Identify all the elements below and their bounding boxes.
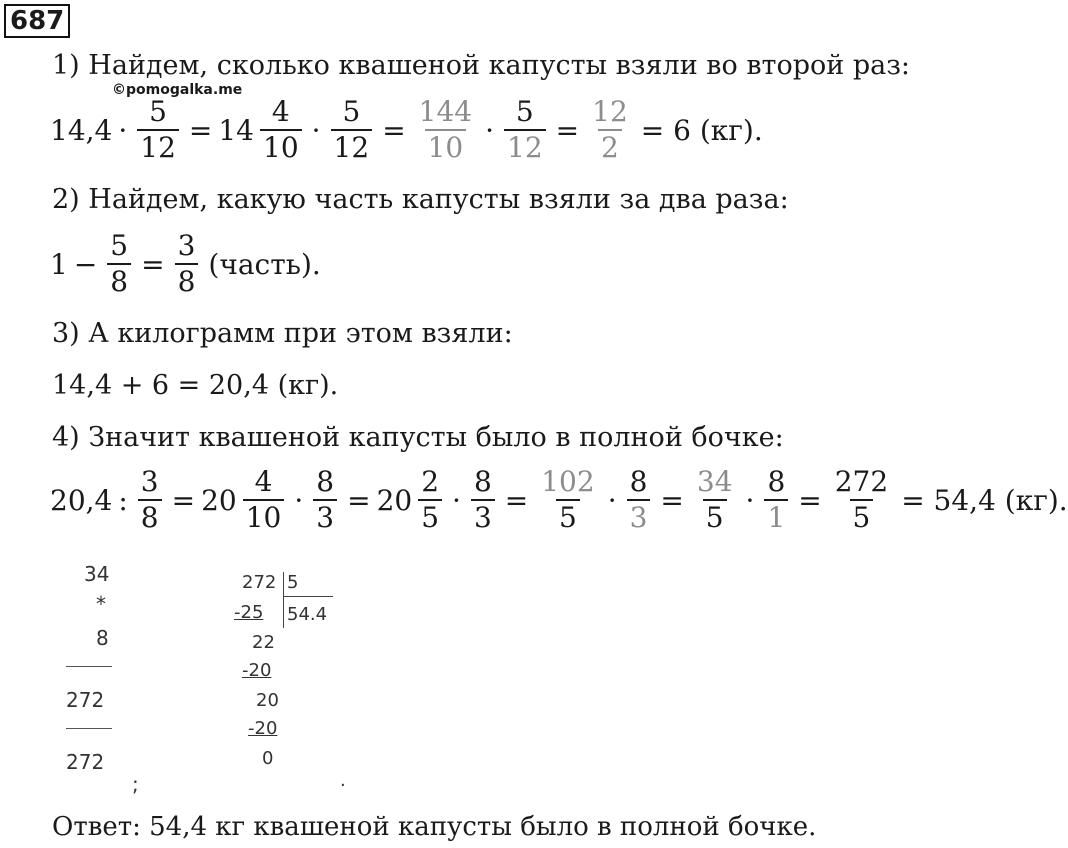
step-3-text: 3) А килограмм при этом взяли: xyxy=(52,318,513,349)
division-subtract-2: -20 xyxy=(242,660,272,681)
eq4-whole-2: 20 xyxy=(376,483,413,517)
equation-4 xyxy=(50,465,1068,534)
eq4-eq: = xyxy=(660,483,684,517)
eq4-frac-5: $\frac{8}{3}$ xyxy=(471,468,495,532)
eq1-whole: 14 xyxy=(218,113,254,147)
eq4-frac-9: $\frac{8}{1}$ xyxy=(764,468,788,532)
eq4-frac-8: $\frac{34}{5}$ xyxy=(696,465,733,534)
division-subtract-3: -20 xyxy=(248,718,278,739)
step-4-text: 4) Значит квашеной капусты было в полной бочке: xyxy=(52,422,784,453)
eq1-eq: = xyxy=(188,113,213,147)
division-dividend: 272 xyxy=(242,572,277,593)
step-2-text: 2) Найдем, какую часть капусты взяли за два раза: xyxy=(52,184,789,215)
problem-number: 687 xyxy=(4,4,70,38)
eq4-whole-1: 20 xyxy=(201,483,237,517)
eq4-frac-4: $\frac{2}{5}$ xyxy=(418,468,442,532)
eq2-minus: − xyxy=(73,247,98,281)
eq1-term: 14,4 xyxy=(50,113,113,147)
eq4-frac-7: $\frac{8}{3}$ xyxy=(627,468,651,532)
equation-1 xyxy=(50,95,763,164)
eq1-frac-2: $\frac{4}{10}$ xyxy=(260,98,302,162)
eq4-mul: · xyxy=(745,483,755,517)
long-division xyxy=(230,572,350,792)
mult-partial: 272 xyxy=(66,688,105,712)
division-quotient: 54.4 xyxy=(287,604,328,625)
eq4-frac-3: $\frac{8}{3}$ xyxy=(313,468,337,532)
mult-result: 272 xyxy=(66,750,105,774)
eq4-eq: = xyxy=(798,483,822,517)
eq1-frac-6: $\frac{12}{2}$ xyxy=(592,95,628,164)
watermark: ©pomogalka.me xyxy=(112,82,243,98)
mult-sign: * xyxy=(96,592,106,616)
eq4-frac-1: $\frac{3}{8}$ xyxy=(138,468,162,532)
eq1-frac-4: $\frac{144}{10}$ xyxy=(418,95,473,164)
eq1-mul: · xyxy=(485,113,495,147)
eq1-eq: = xyxy=(382,113,406,147)
eq2-result: (часть). xyxy=(208,247,321,281)
eq4-mul: · xyxy=(607,483,617,517)
eq1-frac-1: $\frac{5}{12}$ xyxy=(137,98,179,162)
equation-2 xyxy=(50,229,321,298)
division-horizontal-bar xyxy=(283,596,333,597)
eq4-frac-10: $\frac{272}{5}$ xyxy=(834,465,889,534)
mult-operand-b: 8 xyxy=(96,626,109,650)
eq1-mul: · xyxy=(311,113,321,147)
division-divisor: 5 xyxy=(287,572,299,593)
eq4-colon: : xyxy=(118,483,128,517)
division-vertical-bar xyxy=(283,572,284,628)
mult-semicolon: ; xyxy=(132,772,139,796)
division-remainder-3: 0 xyxy=(262,748,274,769)
eq1-frac-3: $\frac{5}{12}$ xyxy=(331,98,373,162)
eq2-eq: = xyxy=(141,247,165,281)
eq4-frac-2: $\frac{4}{10}$ xyxy=(243,468,285,532)
division-remainder-1: 22 xyxy=(252,632,275,653)
eq2-term: 1 xyxy=(50,247,68,281)
eq4-term: 20,4 xyxy=(50,483,113,517)
eq4-eq: = xyxy=(504,483,529,517)
eq4-result: = 54,4 (кг). xyxy=(901,483,1068,517)
eq4-mul: · xyxy=(294,483,304,517)
answer-text: Ответ: 54,4 кг квашеной капусты было в полной бочке. xyxy=(52,812,817,842)
division-subtract-1: -25 xyxy=(234,602,264,623)
eq1-result: = 6 (кг). xyxy=(640,113,763,147)
division-remainder-2: 20 xyxy=(256,690,279,711)
eq4-eq: = xyxy=(347,483,371,517)
eq4-eq: = xyxy=(171,483,196,517)
eq2-frac-2: $\frac{3}{8}$ xyxy=(175,232,199,296)
mult-operand-a: 34 xyxy=(84,562,110,586)
eq4-mul: · xyxy=(452,483,461,517)
eq4-frac-6: $\frac{102}{5}$ xyxy=(541,465,595,534)
mult-divider xyxy=(66,728,112,729)
eq1-mul: · xyxy=(118,113,128,147)
equation-3: 14,4 + 6 = 20,4 (кг). xyxy=(52,370,339,401)
eq1-eq: = xyxy=(555,113,580,147)
mult-divider xyxy=(66,666,112,667)
step-1-text: 1) Найдем, сколько квашеной капусты взяли во второй раз: xyxy=(52,50,911,81)
division-dot: . xyxy=(340,770,346,791)
eq2-frac-1: $\frac{5}{8}$ xyxy=(107,232,131,296)
eq1-frac-5: $\frac{5}{12}$ xyxy=(504,98,546,162)
